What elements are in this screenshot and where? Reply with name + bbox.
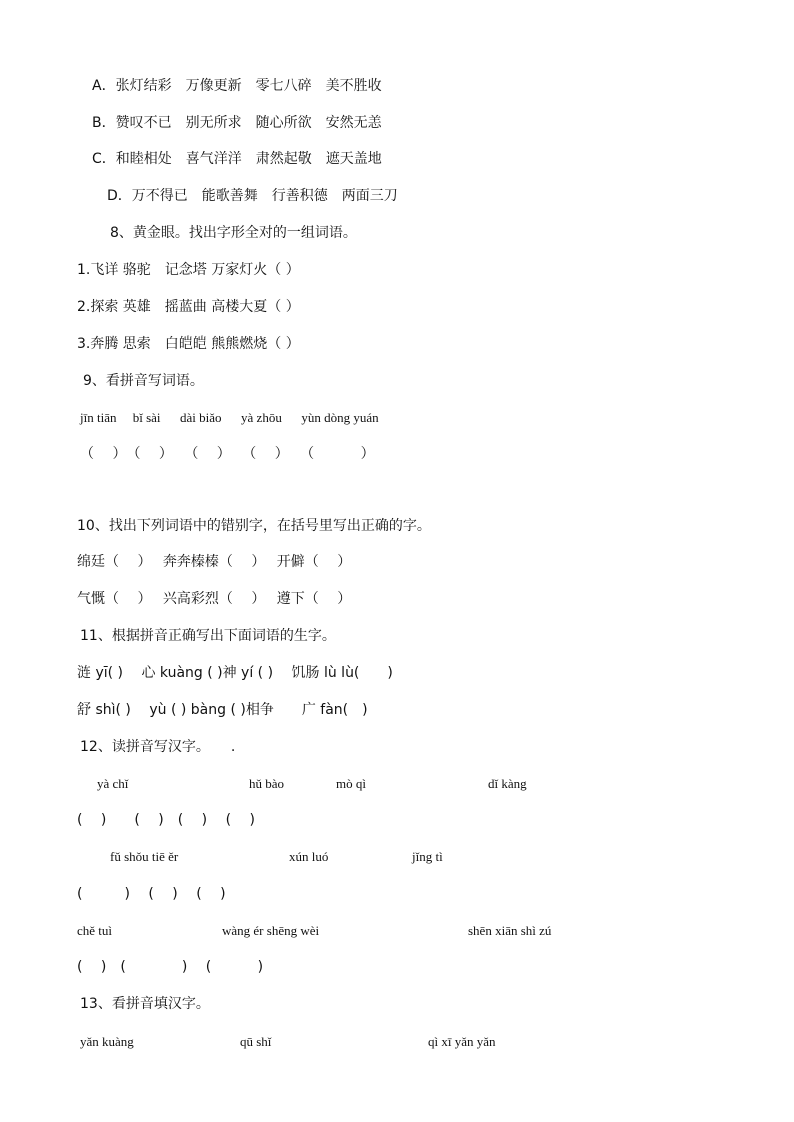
option-c: C．和睦相处 喜气洋洋 肃然起敬 遮天盖地 (92, 151, 382, 167)
question-8-item-2: 2.探索 英雄 摇蓝曲 高楼大夏（ ） (77, 299, 300, 315)
question-10-row-1: 绵廷（ ） 奔奔榛榛（ ） 开僻（ ） (77, 554, 352, 570)
question-13-pinyin: qì xī yǎn yǎn (428, 1034, 496, 1049)
question-13-pinyin: yǎn kuàng (80, 1034, 134, 1049)
question-12-pinyin: chě tuì (77, 923, 113, 938)
question-11-row-2: 舒 shì( ) yù ( ) bàng ( )相争 广 fàn( ) (77, 702, 368, 718)
question-12-answer-brackets: ( ) ( ) ( ) ( ) (77, 812, 255, 828)
question-8-item-1: 1.飞详 骆驼 记念塔 万家灯火（ ） (77, 262, 300, 278)
option-a: A．张灯结彩 万像更新 零七八碎 美不胜收 (92, 78, 382, 94)
question-10-row-2: 气慨（ ） 兴高彩烈（ ） 遵下（ ） (77, 591, 352, 607)
question-11-title: 11、根据拼音正确写出下面词语的生字。 (80, 628, 336, 644)
question-8-item-3: 3.奔腾 思索 白皑皑 熊熊燃烧（ ） (77, 336, 300, 352)
question-12-pinyin: shēn xiān shì zú (468, 923, 552, 938)
question-9-pinyin: jīn tiān bǐ sài dài biǎo yà zhōu yùn dòng yuán (80, 410, 379, 425)
question-12-pinyin: dǐ kàng (488, 776, 527, 791)
question-13-pinyin: qū shǐ (240, 1034, 272, 1049)
question-12-pinyin: yà chǐ (97, 776, 129, 791)
question-12-pinyin: mò qì (336, 776, 366, 791)
question-9-title: 9、看拼音写词语。 (83, 373, 204, 389)
question-8-title: 8、黄金眼。找出字形全对的一组词语。 (110, 225, 357, 241)
question-12-pinyin: jǐng tì (412, 849, 443, 864)
question-12-pinyin: wàng ér shēng wèi (222, 923, 320, 938)
question-11-row-1: 涟 yī( ) 心 kuàng ( )神 yí ( ) 饥肠 lù lù( ) (77, 665, 393, 681)
question-12-pinyin: xún luó (289, 849, 329, 864)
question-12-pinyin: hǔ bào (249, 776, 285, 791)
question-9-answer-brackets: （ ） （ ） （ ） （ ） （ ） (80, 446, 375, 462)
option-d: D．万不得已 能歌善舞 行善积德 两面三刀 (107, 188, 398, 204)
question-13-title: 13、看拼音填汉字。 (80, 996, 210, 1012)
question-10-title: 10、找出下列词语中的错别字，在括号里写出正确的字。 (77, 518, 431, 534)
option-b: B．赞叹不已 别无所求 随心所欲 安然无恙 (92, 115, 382, 131)
question-12-pinyin: fǔ shǒu tiē ěr (110, 849, 179, 864)
question-12-answer-brackets: ( ) ( ) ( ) (77, 959, 264, 975)
question-12-answer-brackets: ( ) ( ) ( ) (77, 886, 226, 902)
question-12-title: 12、读拼音写汉字。 . (80, 739, 236, 755)
